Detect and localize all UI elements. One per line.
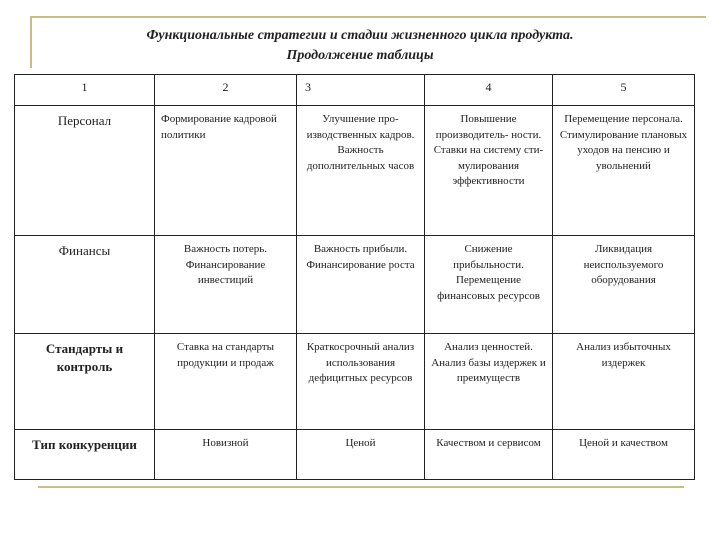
row-label-standards: Стандарты и контроль [15,334,155,430]
table-cell: Ставка на стандарты продукции и продаж [155,334,297,430]
row-label-personnel: Персонал [15,106,155,236]
frame-left-rule [30,16,32,68]
table-cell: Важность потерь. Финансирование инвестиций [155,236,297,334]
table-cell: Повышение производитель- ности. Ставки на систему сти- мулирования эффективности [425,106,553,236]
table-cell: Краткосрочный анализ использования дефицитных ресурсов [297,334,425,430]
header-cell-5: 5 [553,75,695,106]
table-cell: Новизной [155,430,297,480]
page-title [40,26,680,66]
table-cell: Формирование кадровой политики [155,106,297,236]
table-cell: Анализ избыточных издержек [553,334,695,430]
header-cell-2: 2 [155,75,297,106]
table-cell: Качеством и сервисом [425,430,553,480]
title-line-1: Функциональные стратегии и стадии жизненного цикла продукта. [146,28,574,43]
row-label-finance: Финансы [15,236,155,334]
title-line-2: Продолжение таблицы [286,48,434,63]
table-cell: Ценой [297,430,425,480]
table-cell: Улучшение про- изводственных кадров. Важность дополнительных часов [297,106,425,236]
table-cell: Снижение прибыльности. Перемещение финансовых ресурсов [425,236,553,334]
header-cell-3: 3 [297,75,425,106]
table-header-row [15,75,695,106]
table-row-competition [15,430,695,480]
frame-top-rule [30,16,706,18]
table-cell: Перемещение персонала. Стимулирование плановых уходов на пенсию и увольнений [553,106,695,236]
strategy-table [14,74,695,480]
table-cell: Ценой и качеством [553,430,695,480]
table-row-personnel [15,106,695,236]
table-row-standards [15,334,695,430]
table-cell: Важность прибыли. Финансирование роста [297,236,425,334]
table-row-finance [15,236,695,334]
header-cell-4: 4 [425,75,553,106]
frame-bottom-rule [38,486,684,488]
table-cell: Ликвидация неиспользуемого оборудования [553,236,695,334]
header-cell-1: 1 [15,75,155,106]
table-cell: Анализ ценностей. Анализ базы издержек и преимуществ [425,334,553,430]
row-label-competition: Тип конкуренции [15,430,155,480]
